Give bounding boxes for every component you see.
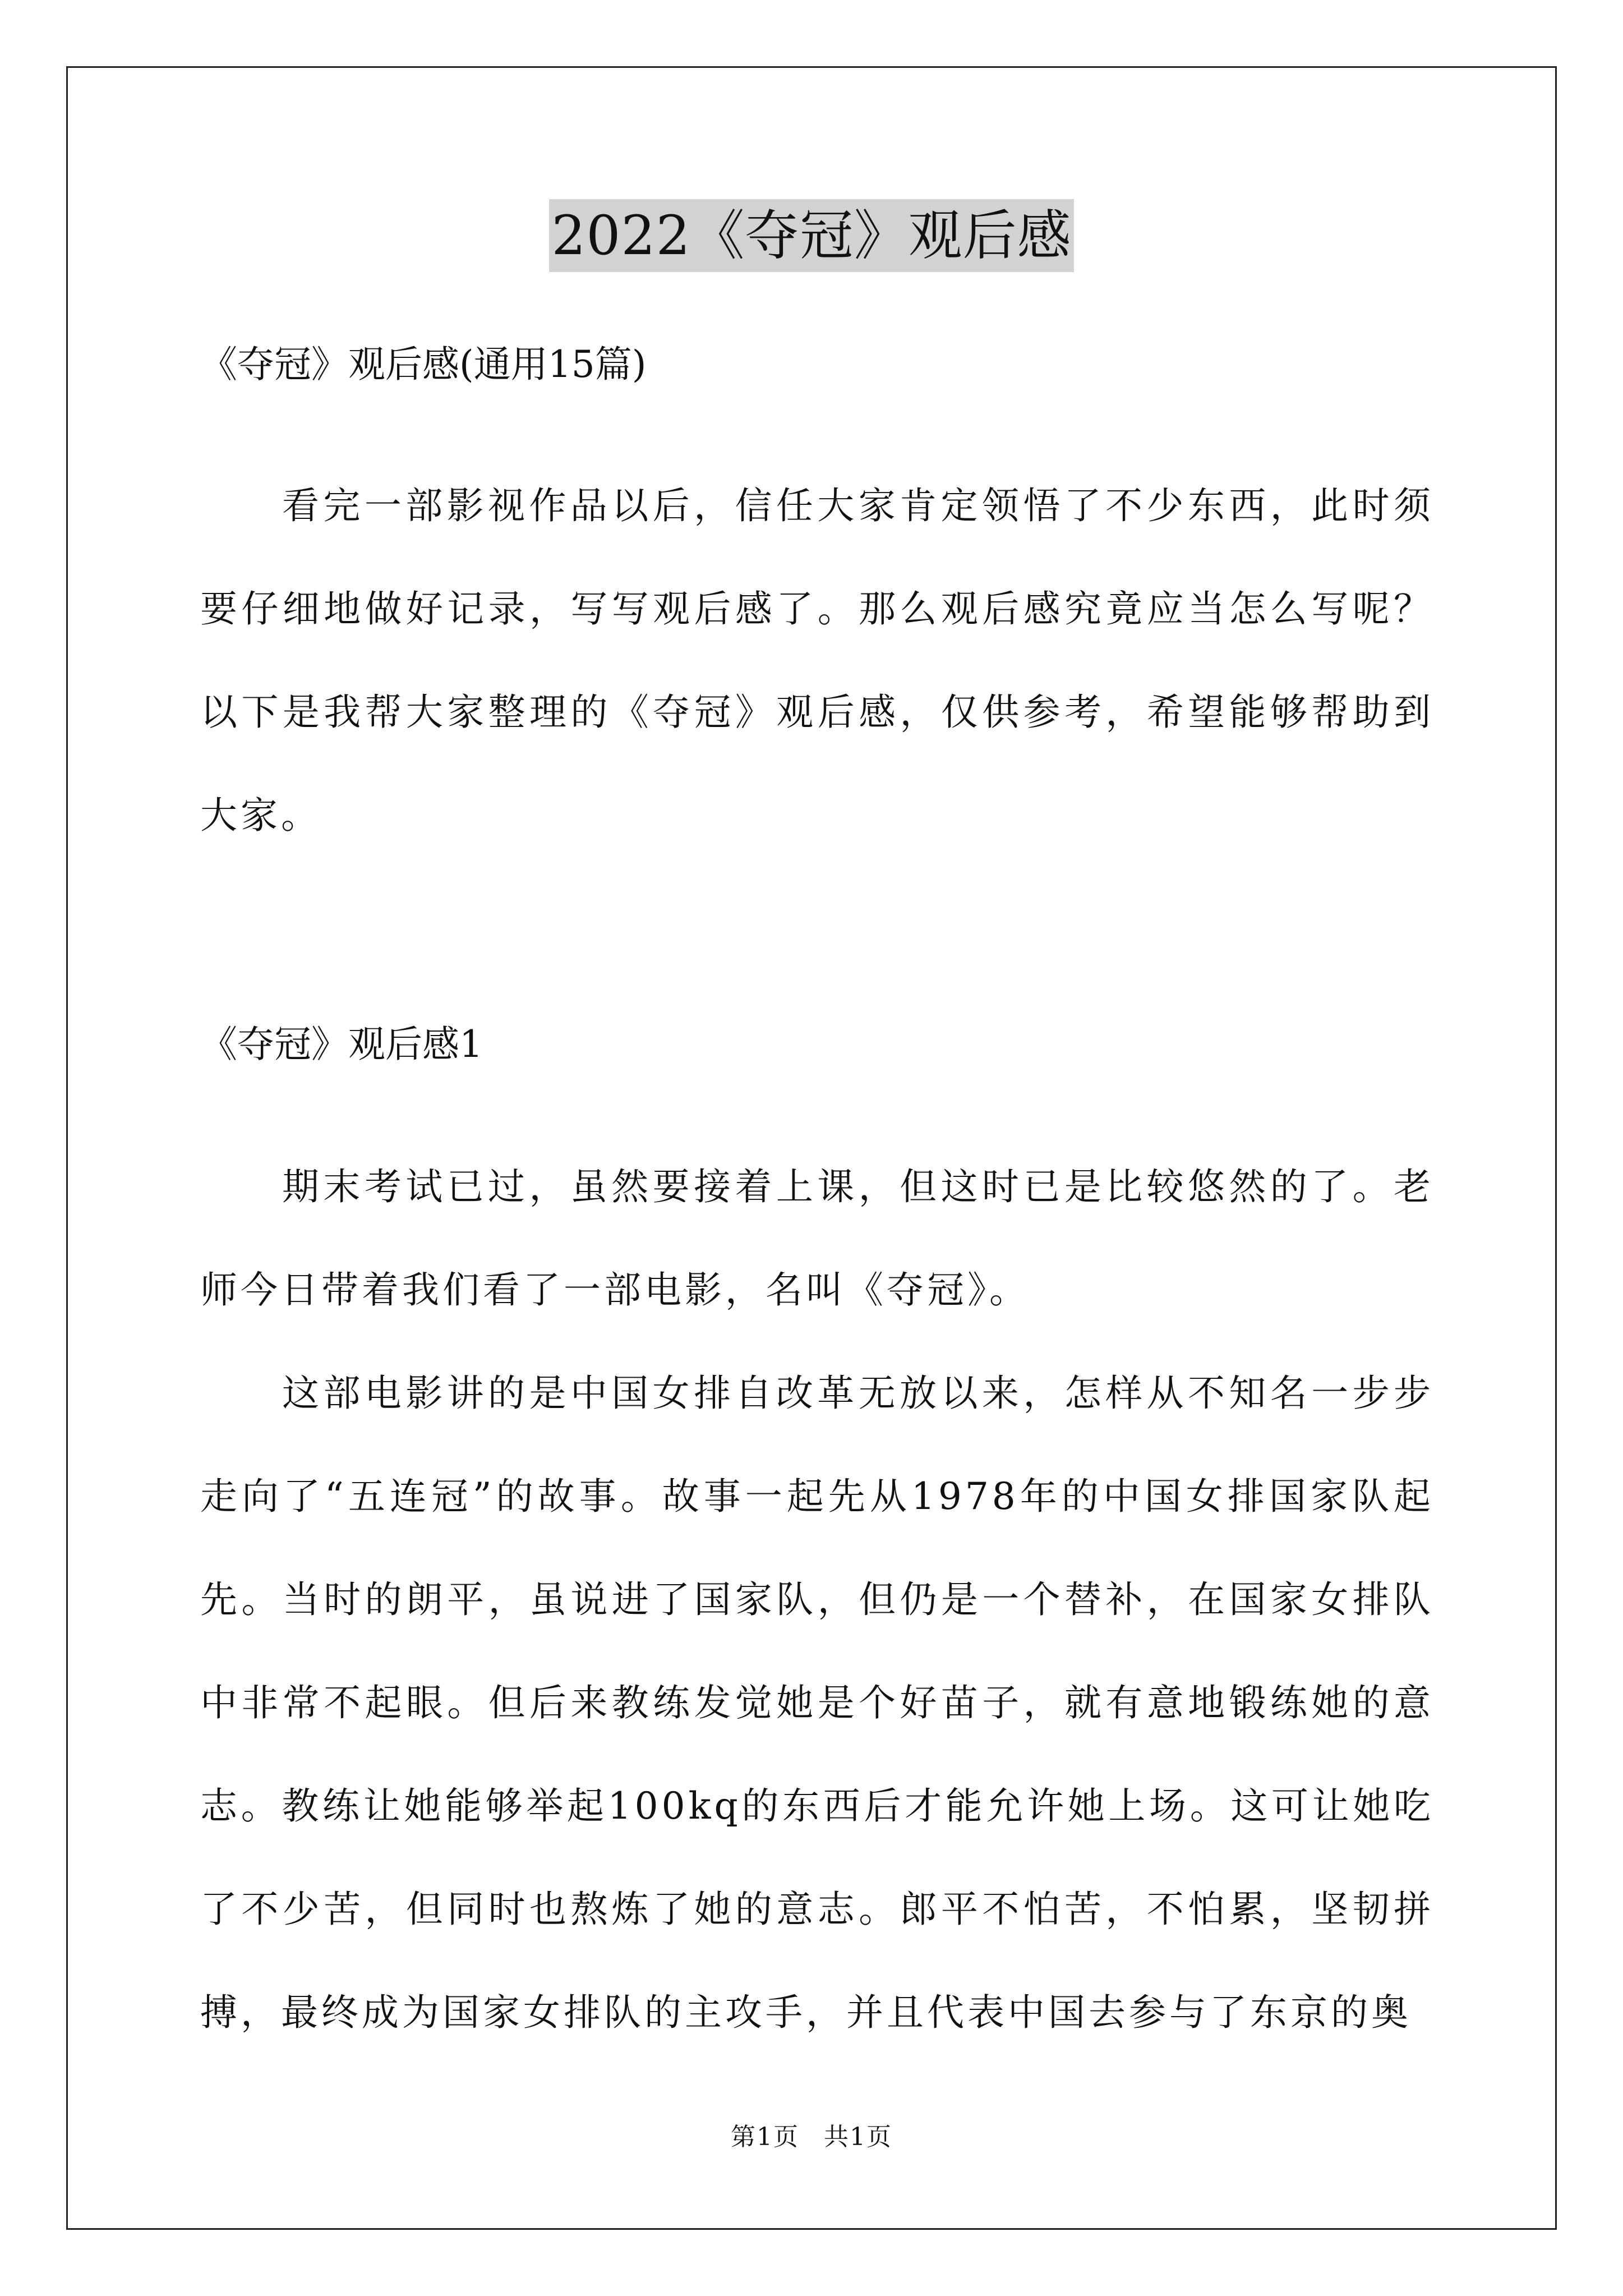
document-body [200, 337, 1434, 2064]
document-title-wrap [0, 199, 1623, 272]
intro-paragraph: 看完一部影视作品以后，信任大家肯定领悟了不少东西，此时须要仔细地做好记录，写写观后感了。那么观后感究竟应当怎么写呢？以下是我帮大家整理的《夺冠》观后感，仅供参考，希望能够帮助到大家。 [200, 484, 1434, 837]
page-footer [0, 2120, 1623, 2154]
document-subtitle: 《夺冠》观后感(通用15篇) [200, 343, 647, 386]
page-total: 共1页 [824, 2123, 892, 2151]
page-number: 第1页 [731, 2123, 799, 2151]
body-paragraph: 这部电影讲的是中国女排自改革无放以来，怎样从不知名一步步走向了“五连冠”的故事。故事一起先从1978年的中国女排国家队起先。当时的朗平，虽说进了国家队，但仍是一个替补，在国家女排队中非常不起眼。但后来教练发觉她是个好苗子，就有意地锻练她的意志。教练让她能够举起100kq的东西后才能允许她上场。这可让她吃了不少苦，但同时也熬炼了她的意志。郎平不怕苦，不怕累，坚韧拼搏，最终成为国家女排队的主攻手，并且代表中国去参与了东京的奥 [200, 1372, 1434, 2034]
document-title: 2022《夺冠》观后感 [549, 199, 1073, 272]
section-heading: 《夺冠》观后感1 [200, 1023, 483, 1066]
body-paragraph: 期末考试已过，虽然要接着上课，但这时已是比较悠然的了。老师今日带着我们看了一部电影，名叫《夺冠》。 [200, 1165, 1434, 1312]
